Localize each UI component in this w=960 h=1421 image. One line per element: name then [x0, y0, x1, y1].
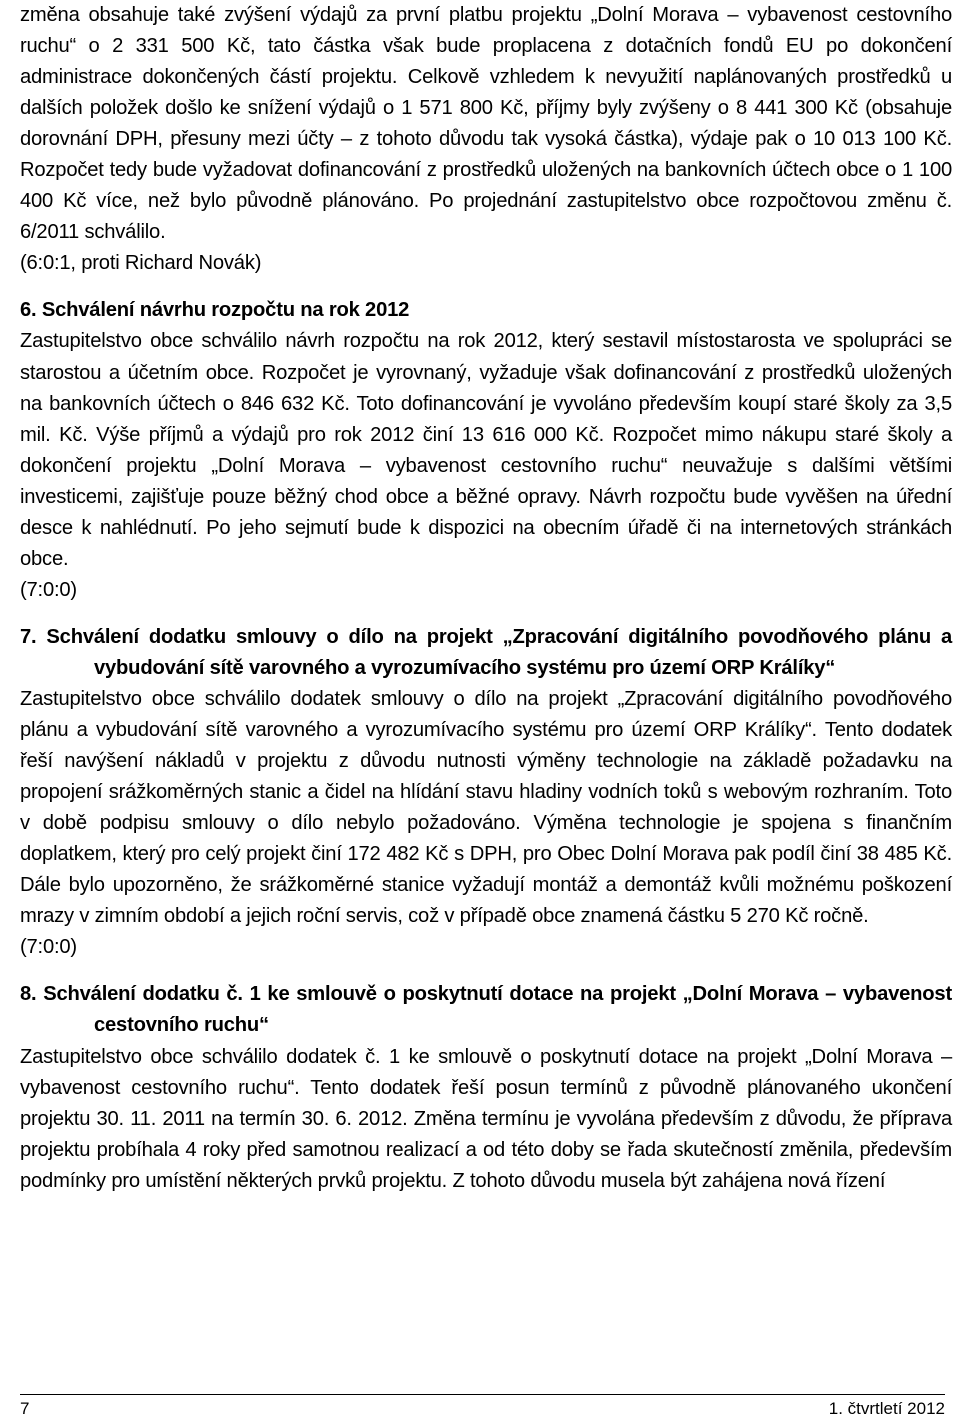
section-8-title: Schválení dodatku č. 1 ke smlouvě o poskytnutí dotace na projekt „Dolní Morava – vybavenost cestovního ruchu“ — [43, 983, 952, 1037]
section-6-vote-result: (7:0:0) — [20, 578, 77, 601]
page-footer — [20, 1394, 945, 1421]
section-6-number: 6. — [20, 299, 37, 322]
section-7-number: 7. — [20, 625, 37, 648]
document-body — [20, 0, 952, 1197]
section-8-paragraph: Zastupitelstvo obce schválilo dodatek č. 1 ke smlouvě o poskytnutí dotace na projekt „Dolní Morava – vybavenost cestovního ruchu“. Tento dodatek řeší posun termínů z původně plánovaného ukončení projektu 30. 11. 2011 na termín 30. 6. 2012. Změna termínu je vyvolána především z důvodu, že příprava projektu probíhala 4 roky před samotnou realizací a od této doby se řada skutečností změnila, především podmínky pro umístění některých prvků projektu. Z tohoto důvodu musela být zahájena nová řízení — [20, 1045, 952, 1192]
section-6 — [20, 295, 952, 605]
section-8 — [20, 979, 952, 1196]
section-8-heading — [20, 979, 952, 1041]
section-6-title: Schválení návrhu rozpočtu na rok 2012 — [41, 299, 410, 322]
section-7-title: Schválení dodatku smlouvy o dílo na projekt „Zpracování digitálního povodňového plánu a vybudování sítě varovného a vyrozumívacího systému pro území ORP Králíky“ — [46, 625, 952, 679]
section-7 — [20, 622, 952, 964]
intro-paragraph: změna obsahuje také zvýšení výdajů za první platbu projektu „Dolní Morava – vybavenost cestovního ruchu“ o 2 331 500 Kč, tato částka však bude proplacena z dotačních fondů EU po dokončení administrace dokončených částí projektu. Celkově vzhledem k nevyužití naplánovaných prostředků u dalších položek došlo ke snížení výdajů o 1 571 800 Kč, příjmy byly zvýšeny o 8 441 300 Kč (obsahuje dorovnání DPH, přesuny mezi účty – z tohoto důvodu tak vysoká částka), výdaje pak o 10 013 100 Kč. Rozpočet tedy bude vyžadovat dofinancování z prostředků uložených na bankovních účtech obce o 1 100 400 Kč více, než bylo původně plánováno. Po projednání zastupitelstvo obce rozpočtovou změnu č. 6/2011 schválilo. — [20, 4, 952, 244]
section-7-paragraph: Zastupitelstvo obce schválilo dodatek smlouvy o dílo na projekt „Zpracování digitálního povodňového plánu a vybudování sítě varovného a vyrozumívacího systému pro území ORP Králíky“. Tento dodatek řeší navýšení nákladů v projektu z důvodu nutnosti výměny technologie na základě požadavku na propojení srážkoměrných stanic a čidel na hlídání stavu hladiny vodních toků s webovým rozhraním. Toto v době podpisu smlouvy o dílo nebylo požadováno. Výměna technologie je spojena s finančním doplatkem, který pro celý projekt činí 172 482 Kč s DPH, pro Obec Dolní Morava pak podíl činí 38 485 Kč. Dále bylo upozorněno, že srážkoměrné stanice vyžadují montáž a demontáž kvůli možnému poškození mrazy v zimním období a jejich roční servis, což v případě obce znamená částku 5 270 Kč ročně. — [20, 687, 952, 928]
section-7-vote-result: (7:0:0) — [20, 936, 77, 959]
section-8-number: 8. — [20, 983, 37, 1006]
page-number: 7 — [20, 1399, 30, 1418]
footer-quarter: 1. čtvrtletí 2012 — [828, 1399, 945, 1418]
section-6-heading — [20, 295, 952, 326]
intro-vote-result: (6:0:1, proti Richard Novák) — [20, 252, 262, 275]
section-7-heading — [20, 622, 952, 684]
section-6-paragraph: Zastupitelstvo obce schválilo návrh rozpočtu na rok 2012, který sestavil místostarosta ve spolupráci se starostou a účetním obce. Rozpočet je vyrovnaný, vyžaduje však dofinancování z prostředků uložených na bankovních účtech o 846 632 Kč. Toto dofinancování je vyvoláno především koupí staré školy za 3,5 mil. Kč. Výše příjmů a výdajů pro rok 2012 činí 13 616 000 Kč. Rozpočet mimo nákupu staré školy a dokončení projektu „Dolní Morava – vybavenost cestovního ruchu“ neuvažuje s dalšími většími investicemi, zajišťuje pouze běžný chod obce a běžné opravy. Návrh rozpočtu bude vyvěšen na úřední desce k nahlédnutí. Po jeho sejmutí bude k dispozici na obecním úřadě či na internetových stránkách obce. — [20, 330, 952, 570]
